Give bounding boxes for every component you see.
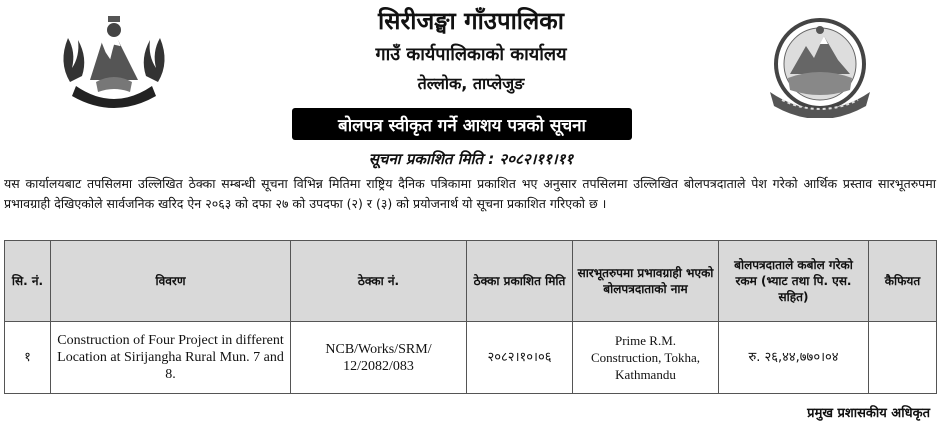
header-contract-no: ठेक्का नं.	[291, 241, 467, 322]
cell-bidder: Prime R.M. Construction, Tokha, Kathmandu	[573, 322, 719, 394]
cell-contract-no: NCB/Works/SRM/ 12/2082/083	[291, 322, 467, 394]
header-description: विवरण	[51, 241, 291, 322]
notice-body: यस कार्यालयबाट तपसिलमा उल्लिखित ठेक्का सम्बन्धी सूचना विभिन्न मितिमा राष्ट्रिय दैनिक पत्रिकामा प्रकाशित भए अनुसार तपसिलमा उल्लिखित बोलपत्रदाताले पेश गरेको आर्थिक प्रस्ताव सारभूतरुपमा प्रभावग्राही देखिएकोले सार्वजनिक खरिद ऐन २०६३ को दफा २७ को उपदफा (२) र (३) को प्रयोजनार्थ यो सूचना प्रकाशित गरिएको छ ।	[4, 176, 936, 211]
table-header-row	[5, 241, 937, 322]
published-date: सूचना प्रकाशित मिति : २०८२।११।११	[368, 150, 574, 168]
office-name: गाउँ कार्यपालिकाको कार्यालय	[375, 44, 567, 65]
signatory-title: प्रमुख प्रशासकीय अधिकृत	[807, 406, 930, 421]
cell-amount: रु. २६,४४,७७०।०४	[719, 322, 869, 394]
notice-heading: बोलपत्र स्वीकृत गर्ने आशय पत्रको सूचना	[292, 108, 632, 140]
cell-description: Construction of Four Project in different Location at Sirijangha Rural Mun. 7 and 8.	[51, 322, 291, 394]
header-serial: सि. नं.	[5, 241, 51, 322]
header-remarks: कैफियत	[869, 241, 937, 322]
header-amount: बोलपत्रदाताले कबोल गरेको रकम (भ्याट तथा पि. एस. सहित)	[719, 241, 869, 322]
cell-remarks	[869, 322, 937, 394]
office-address: तेल्लोक, ताप्लेजुङ	[417, 74, 525, 93]
municipality-title: सिरीजङ्घा गाँउपालिका	[378, 7, 564, 35]
cell-published-date: २०८२।१०।०६	[467, 322, 573, 394]
cell-serial: १	[5, 322, 51, 394]
header-published-date: ठेक्का प्रकाशित मिति	[467, 241, 573, 322]
tender-table	[4, 240, 937, 394]
header-bidder: सारभूतरुपमा प्रभावग्राही भएको बोलपत्रदाताको नाम	[573, 241, 719, 322]
table-row	[5, 322, 937, 394]
